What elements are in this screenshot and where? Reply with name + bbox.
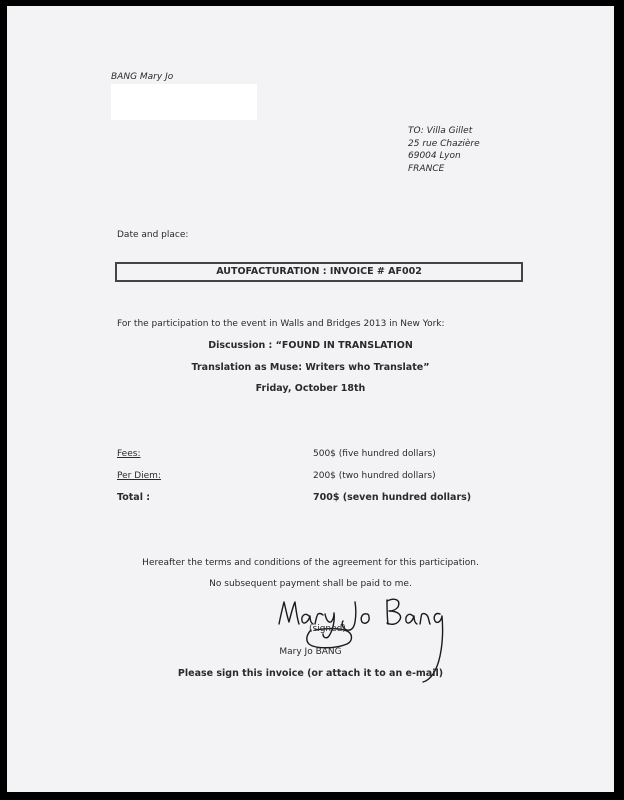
invoice-page [7,6,614,792]
recipient-line: 69004 Lyon [408,151,461,161]
total-value: 700$ (seven hundred dollars) [313,492,472,503]
redacted-address-box [111,84,257,120]
fees-label: Fees: [117,449,141,459]
recipient-line: 25 rue Chazière [408,138,480,149]
terms-text: Hereafter the terms and conditions of the agreement for this participation. [142,558,479,568]
event-discussion: Discussion : “FOUND IN TRANSLATION [208,340,413,351]
per-diem-value: 200$ (two hundred dollars) [313,471,436,481]
date-place-label: Date and place: [117,230,189,240]
recipient-address [408,125,480,175]
invoice-title-box: AUTOFACTURATION : INVOICE # AF002 [115,262,523,282]
fees-value: 500$ (five hundred dollars) [313,449,436,459]
sign-note: Please sign this invoice (or attach it to an e-mail) [177,668,444,679]
per-diem-label: Per Diem: [117,471,161,481]
event-subtitle: Translation as Muse: Writers who Translate” [191,362,430,373]
event-date: Friday, October 18th [255,383,366,394]
no-payment-text: No subsequent payment shall be paid to me. [209,579,412,589]
recipient-line: TO: Villa Gillet [408,126,473,136]
intro-text: For the participation to the event in Walls and Bridges 2013 in New York: [117,319,445,329]
signed-label: (signed) [309,624,346,634]
sender-name: BANG Mary Jo [111,72,174,82]
recipient-line: FRANCE [408,163,445,174]
signer-name: Mary Jo BANG [279,647,342,657]
total-label: Total : [117,492,151,503]
